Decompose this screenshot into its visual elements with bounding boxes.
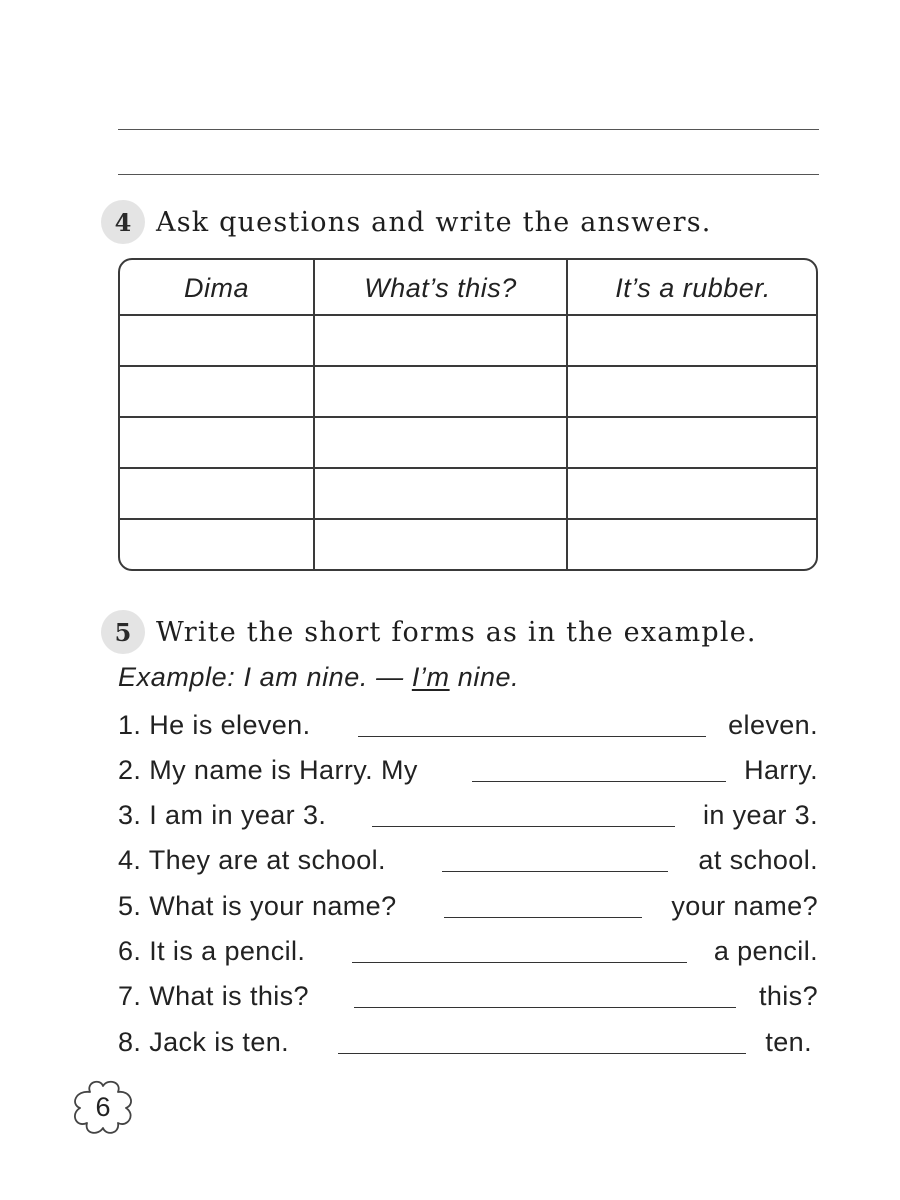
exercise-item [118, 710, 818, 746]
table-row[interactable] [120, 416, 816, 418]
task-5-title: Write the short forms as in the example. [156, 616, 757, 648]
exercise-tail: a pencil. [713, 936, 818, 966]
answer-blank[interactable] [372, 826, 675, 827]
exercise-lead: 7. What is this? [118, 981, 309, 1011]
exercise-tail: this? [758, 981, 818, 1011]
exercise-item [118, 891, 818, 927]
exercise-item [118, 845, 818, 881]
example-answer: I’m [411, 662, 450, 692]
writing-line [118, 129, 819, 130]
exercise-tail: in year 3. [702, 800, 818, 830]
exercise-tail: Harry. [744, 755, 818, 785]
task-4-heading [101, 200, 712, 244]
example-suffix: nine. [449, 662, 520, 692]
exercise-lead: 5. What is your name? [118, 891, 397, 921]
exercise-tail: ten. [765, 1027, 812, 1057]
table-row[interactable] [120, 518, 816, 520]
answer-blank[interactable] [472, 781, 726, 782]
exercise-tail: your name? [671, 891, 818, 921]
exercise-tail: eleven. [728, 710, 818, 740]
task-4-title: Ask questions and write the answers. [156, 206, 712, 238]
answer-blank[interactable] [358, 736, 706, 737]
exercise-tail: at school. [698, 845, 818, 875]
answer-blank[interactable] [338, 1053, 746, 1054]
exercise-lead: 6. It is a pencil. [118, 936, 306, 966]
example-sentence [118, 662, 519, 693]
page-number: 6 [95, 1091, 111, 1122]
exercise-item [118, 981, 818, 1017]
table-row[interactable] [120, 314, 816, 316]
exercise-lead: 8. Jack is ten. [118, 1027, 290, 1057]
task-5-heading [101, 610, 757, 654]
exercise-lead: 2. My name is Harry. My [118, 755, 418, 785]
answer-blank[interactable] [354, 1007, 736, 1008]
answer-blank[interactable] [442, 871, 668, 872]
table-row[interactable] [120, 467, 816, 469]
example-prefix: Example: I am nine. — [118, 662, 412, 692]
table-row[interactable] [120, 365, 816, 367]
exercise-item [118, 755, 818, 791]
exercise-lead: 4. They are at school. [118, 845, 386, 875]
exercise-item [118, 1027, 818, 1063]
task-4-number: 4 [101, 200, 145, 244]
task-5-number: 5 [101, 610, 145, 654]
exercise-lead: 1. He is eleven. [118, 710, 311, 740]
answer-table [118, 258, 818, 571]
answer-blank[interactable] [352, 962, 687, 963]
exercise-lead: 3. I am in year 3. [118, 800, 327, 830]
exercise-item [118, 800, 818, 836]
exercise-item [118, 936, 818, 972]
answer-blank[interactable] [444, 917, 642, 918]
table-header-cell: It’s a rubber. [615, 272, 771, 303]
table-header-cell: Dima [183, 272, 249, 303]
writing-line [118, 174, 819, 175]
table-header-cell: What’s this? [364, 272, 517, 303]
